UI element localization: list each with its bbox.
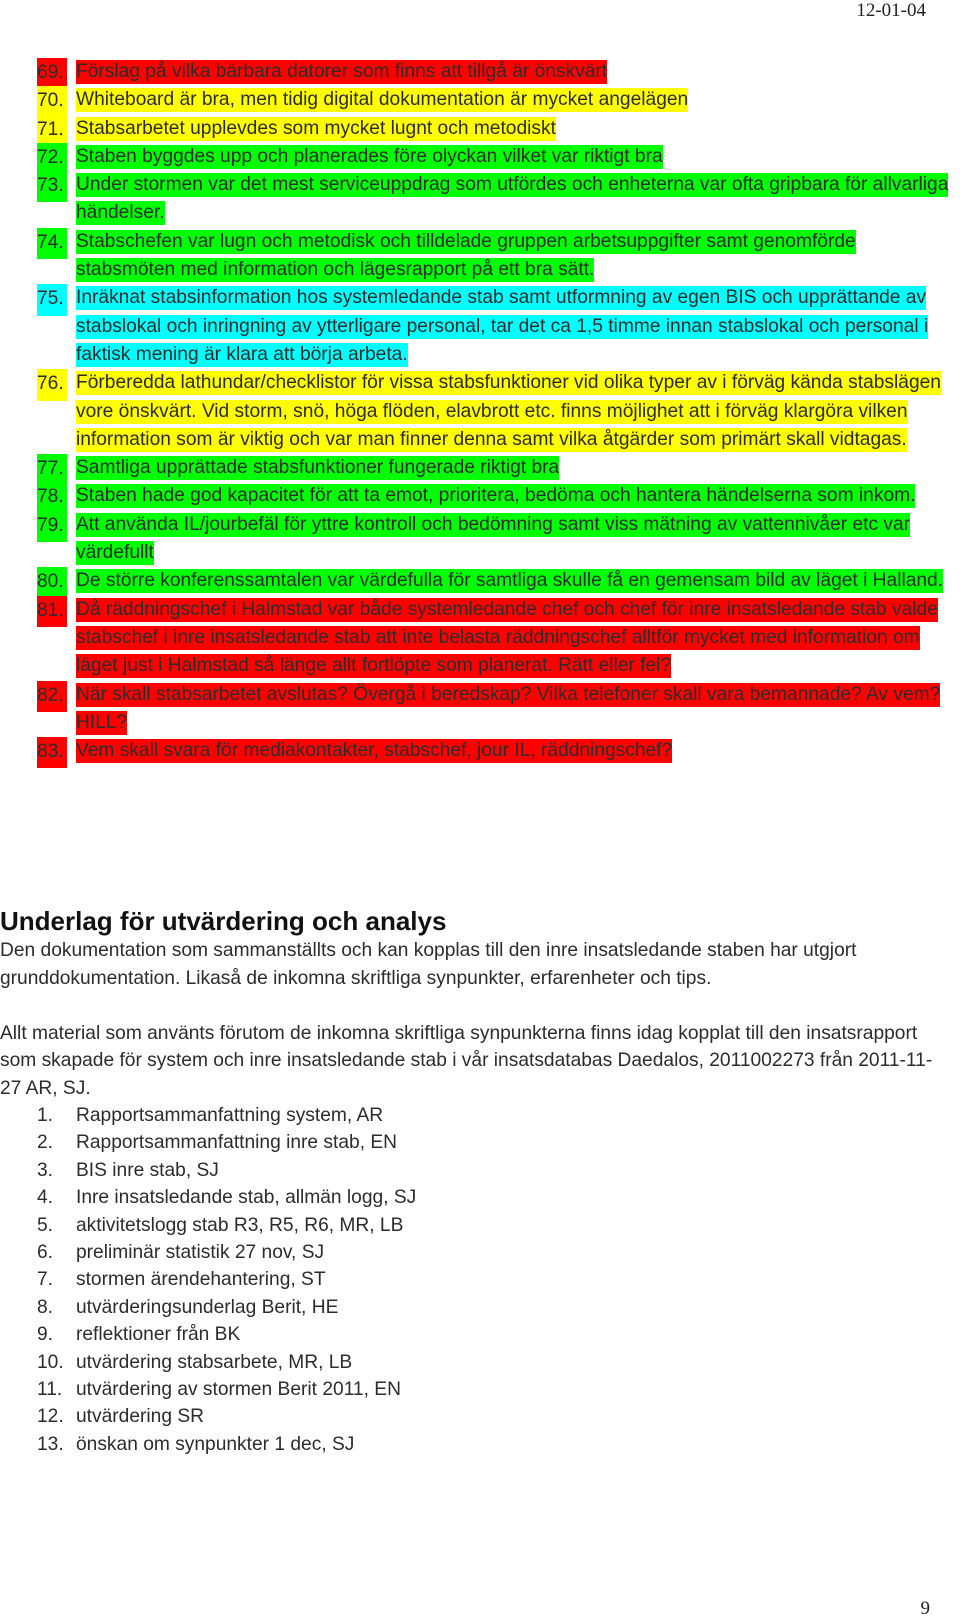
source-text: aktivitetslogg stab R3, R5, R6, MR, LB xyxy=(76,1214,404,1236)
source-text: utvärdering av stormen Berit 2011, EN xyxy=(76,1379,401,1401)
source-number: 7. xyxy=(37,1269,54,1291)
observation-text: Stabsarbetet upplevdes som mycket lugnt och metodiskt xyxy=(76,117,556,139)
observation-number: 69. xyxy=(37,58,67,89)
source-item xyxy=(0,1129,960,1156)
observation-number: 73. xyxy=(37,171,67,202)
observation-number: 83. xyxy=(37,737,67,768)
source-number: 3. xyxy=(37,1159,54,1181)
source-number: 4. xyxy=(37,1187,54,1209)
observation-text: Samtliga upprättade stabsfunktioner fungerade riktigt bra xyxy=(76,457,560,479)
observation-item xyxy=(0,596,960,681)
evaluation-section xyxy=(0,905,960,1458)
source-text: Rapportsammanfattning inre stab, EN xyxy=(76,1132,398,1154)
section-paragraph-2: Allt material som använts förutom de inkomna skriftliga synpunkterna finns idag kopplat till den insatsrapport som skapade för system och inre insatsledande stab i vår insatsdatabas Daedalos, 2011002273 från 2011-11-27 AR, SJ. xyxy=(0,1022,933,1099)
source-text: utvärderingsunderlag Berit, HE xyxy=(76,1296,339,1318)
source-number: 12. xyxy=(37,1406,64,1428)
section-paragraph-1: Den dokumentation som sammanställts och kan kopplas till den inre insatsledande staben har utgjort grunddokumentation. Likaså de inkomna skriftliga synpunkter, erfarenheter och tips. xyxy=(0,940,857,989)
observation-text: Staben byggdes upp och planerades före olyckan vilket var riktigt bra xyxy=(76,145,663,167)
source-number: 13. xyxy=(37,1433,64,1455)
page-date: 12-01-04 xyxy=(856,0,926,21)
observation-item xyxy=(0,511,960,568)
observation-text: Då räddningschef i Halmstad var både systemledande chef och chef för inre insatsledande stab valde stabschef i inre insatsledande stab att inte belasta räddningschef alltför mycket med information om läget just i Halmstad så länge allt fortlöpte som planerat. Rätt eller fel? xyxy=(76,598,938,677)
observation-text: Att använda IL/jourbefäl för yttre kontroll och bedömning samt viss mätning av vattennivåer etc var värdefullt xyxy=(76,513,911,564)
observation-text: Stabschefen var lugn och metodisk och tilldelade gruppen arbetsuppgifter samt genomförde stabsmöten med information och lägesrapport på ett bra sätt. xyxy=(76,230,856,281)
observation-item xyxy=(0,284,960,369)
source-item xyxy=(0,1157,960,1184)
source-number: 2. xyxy=(37,1132,54,1154)
observation-item xyxy=(0,567,960,595)
paragraph-spacer xyxy=(0,992,960,1020)
observation-text: Förslag på vilka bärbara datorer som finns att tillgå är önskvärt xyxy=(76,61,608,82)
observation-item xyxy=(0,171,960,228)
observation-text: Inräknat stabsinformation hos systemledande stab samt utformning av egen BIS och upprättande av stabslokal och inringning av ytterligare personal, tar det ca 1,5 timme innan stabslokal och personal i faktisk mening är klara att börja arbeta. xyxy=(76,287,929,365)
source-text: BIS inre stab, SJ xyxy=(76,1159,219,1181)
source-text: Rapportsammanfattning system, AR xyxy=(76,1105,384,1126)
source-text: önskan om synpunkter 1 dec, SJ xyxy=(76,1433,355,1455)
observation-text: Vem skall svara för mediakontakter, stabschef, jour IL, räddningschef? xyxy=(76,740,673,762)
observation-number: 75. xyxy=(37,284,67,315)
source-number: 1. xyxy=(37,1105,54,1126)
source-text: reflektioner från BK xyxy=(76,1324,241,1346)
source-number: 11. xyxy=(37,1379,63,1401)
observation-number: 76. xyxy=(37,369,67,400)
observation-text: Förberedda lathundar/checklistor för vissa stabsfunktioner vid olika typer av i förväg kända stabslägen vore önskvärt. Vid storm, snö, höga flöden, elavbrott etc. finns möjlighet att i förväg klargöra vilken information som är viktig och var man finner denna samt vilka åtgärder som primärt skall vidtagas. xyxy=(76,372,941,450)
section-heading: Underlag för utvärdering och analys xyxy=(0,906,447,936)
observation-number: 80. xyxy=(37,567,67,598)
source-text: preliminär statistik 27 nov, SJ xyxy=(76,1242,325,1264)
source-text: utvärdering stabsarbete, MR, LB xyxy=(76,1351,353,1373)
observation-item xyxy=(0,482,960,510)
observation-number: 81. xyxy=(37,596,67,627)
source-item xyxy=(0,1431,960,1458)
source-list xyxy=(0,1102,960,1458)
observation-text: Whiteboard är bra, men tidig digital dokumentation är mycket angelägen xyxy=(76,89,689,111)
observation-item xyxy=(0,737,960,765)
observation-number: 78. xyxy=(37,482,67,513)
observation-text: Staben hade god kapacitet för att ta emot, prioritera, bedöma och hantera händelserna som inkom. xyxy=(76,485,916,507)
observation-text: De större konferenssamtalen var värdefulla för samtliga skulle få en gemensam bild av läget i Halland. xyxy=(76,570,944,592)
observation-item xyxy=(0,454,960,482)
source-item xyxy=(0,1212,960,1239)
source-item xyxy=(0,1184,960,1211)
source-text: Inre insatsledande stab, allmän logg, SJ xyxy=(76,1187,417,1209)
source-number: 5. xyxy=(37,1214,54,1236)
observation-item xyxy=(0,228,960,285)
source-number: 6. xyxy=(37,1242,54,1264)
observation-item xyxy=(0,369,960,454)
observation-number: 71. xyxy=(37,115,67,146)
source-item xyxy=(0,1349,960,1376)
page-number: 9 xyxy=(920,1598,930,1619)
observation-text: När skall stabsarbetet avslutas? Övergå i beredskap? Vilka telefoner skall vara bemannade? Av vem? HILL? xyxy=(76,683,941,733)
source-number: 9. xyxy=(37,1324,54,1346)
source-item xyxy=(0,1239,960,1266)
source-text: stormen ärendehantering, ST xyxy=(76,1269,326,1291)
source-number: 8. xyxy=(37,1296,54,1318)
source-number: 10. xyxy=(37,1351,64,1373)
observation-number: 70. xyxy=(37,86,67,117)
source-item xyxy=(0,1376,960,1403)
observation-number: 72. xyxy=(37,143,67,174)
observation-item xyxy=(0,143,960,171)
source-item xyxy=(0,1266,960,1293)
observation-text: Under stormen var det mest serviceuppdrag som utfördes och enheterna var ofta gripbara för allvarliga händelser. xyxy=(76,174,949,224)
source-item xyxy=(0,1403,960,1430)
source-item xyxy=(0,1321,960,1348)
observation-list xyxy=(0,58,960,765)
observation-number: 79. xyxy=(37,511,67,542)
source-item xyxy=(0,1102,960,1129)
observation-item xyxy=(0,58,960,86)
observation-item xyxy=(0,115,960,143)
observation-item xyxy=(0,86,960,114)
source-item xyxy=(0,1294,960,1321)
observation-item xyxy=(0,681,960,738)
source-text: utvärdering SR xyxy=(76,1406,204,1428)
observation-number: 74. xyxy=(37,228,67,259)
observation-number: 82. xyxy=(37,681,67,712)
observation-number: 77. xyxy=(37,454,67,485)
